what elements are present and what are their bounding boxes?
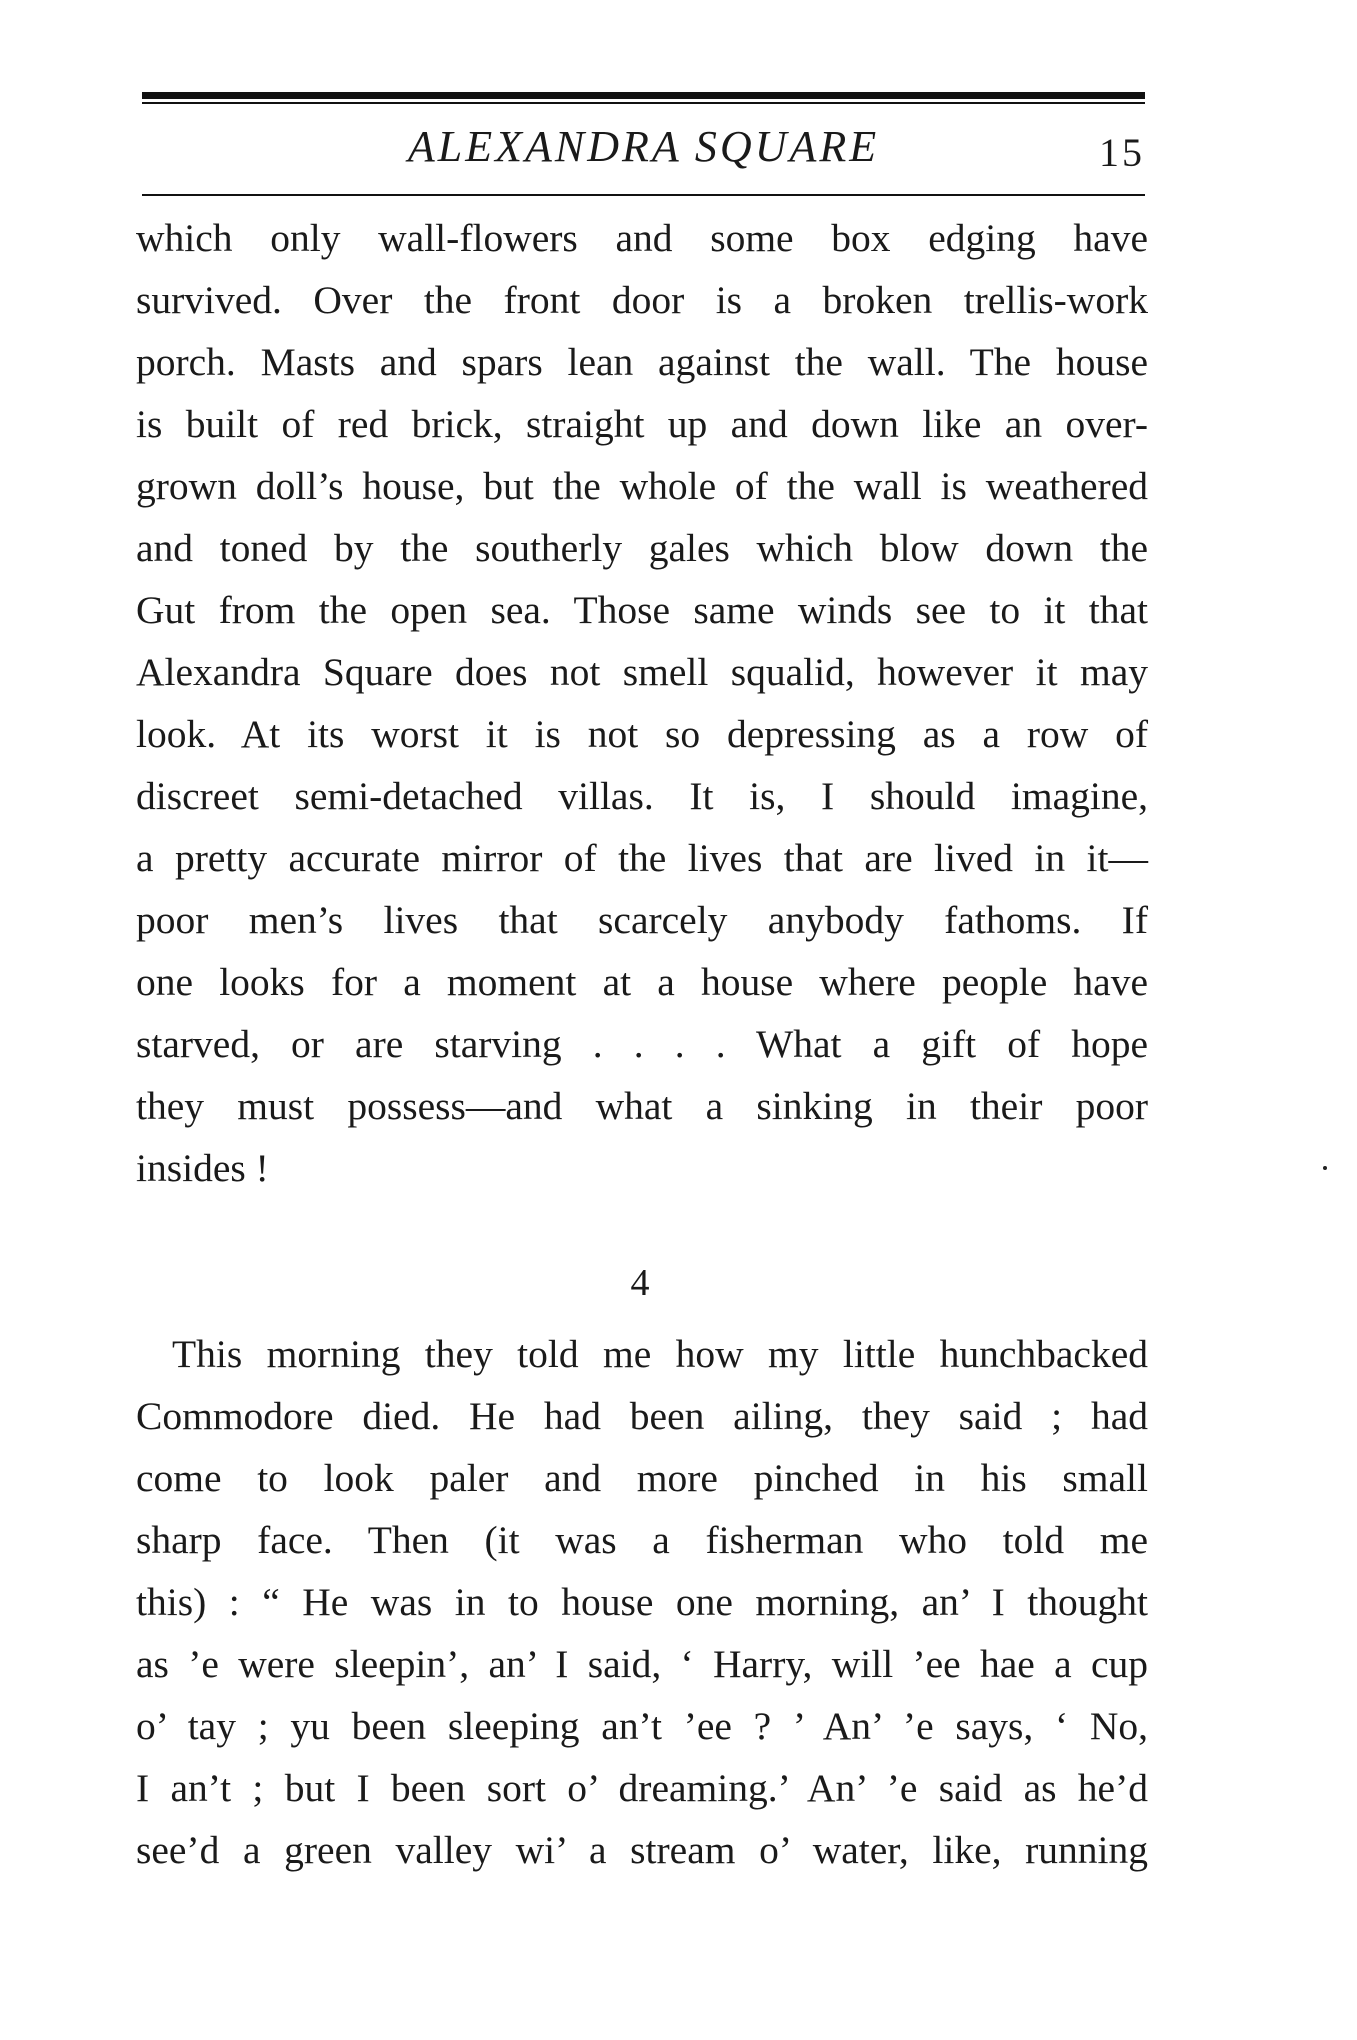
text-line: is built of red brick, straight up and down like an over-: [136, 402, 1148, 446]
text-line: o’ tay ; yu been sleeping an’t ’ee ? ’ An’ ’e says, ‘ No,: [136, 1704, 1148, 1748]
header-rule-thick: [142, 92, 1145, 99]
text-line: see’d a green valley wi’ a stream o’ water, like, running: [136, 1828, 1148, 1872]
text-line: grown doll’s house, but the whole of the wall is weathered: [136, 464, 1148, 508]
text-line: come to look paler and more pinched in his small: [136, 1456, 1148, 1500]
text-line: as ’e were sleepin’, an’ I said, ‘ Harry, will ’ee hae a cup: [136, 1642, 1148, 1686]
text-line: one looks for a moment at a house where people have: [136, 960, 1148, 1004]
ink-speck: [1323, 1166, 1327, 1170]
text-line: I an’t ; but I been sort o’ dreaming.’ An’ ’e said as he’d: [136, 1766, 1148, 1810]
text-line: insides !: [136, 1146, 269, 1190]
text-line: Gut from the open sea. Those same winds see to it that: [136, 588, 1148, 632]
text-line: which only wall-flowers and some box edging have: [136, 216, 1148, 260]
running-title: ALEXANDRA SQUARE: [407, 122, 880, 171]
text-line: sharp face. Then (it was a fisherman who told me: [136, 1518, 1148, 1562]
text-line: and toned by the southerly gales which blow down the: [136, 526, 1148, 570]
text-line: this) : “ He was in to house one morning, an’ I thought: [136, 1580, 1148, 1624]
header-underline: [142, 194, 1145, 196]
text-line: a pretty accurate mirror of the lives that are lived in it—: [136, 836, 1148, 880]
paragraph-1: [136, 207, 1148, 1199]
text-line: they must possess—and what a sinking in their poor: [136, 1084, 1148, 1128]
text-line: survived. Over the front door is a broken trellis-work: [136, 278, 1148, 322]
text-line: porch. Masts and spars lean against the wall. The house: [136, 340, 1148, 384]
paragraph-2: [136, 1323, 1148, 1881]
header-rule-thin: [142, 102, 1145, 104]
text-line: look. At its worst it is not so depressing as a row of: [136, 712, 1148, 756]
text-line: Commodore died. He had been ailing, they said ; had: [136, 1394, 1148, 1438]
page-number: 15: [1099, 130, 1145, 175]
text-line: poor men’s lives that scarcely anybody fathoms. If: [136, 898, 1148, 942]
text-line: discreet semi-detached villas. It is, I should imagine,: [136, 774, 1148, 818]
text-line: starved, or are starving . . . . What a gift of hope: [136, 1022, 1148, 1066]
text-line: This morning they told me how my little hunchbacked: [172, 1332, 1148, 1376]
section-number: 4: [630, 1262, 650, 1304]
text-line: Alexandra Square does not smell squalid, however it may: [136, 650, 1148, 694]
